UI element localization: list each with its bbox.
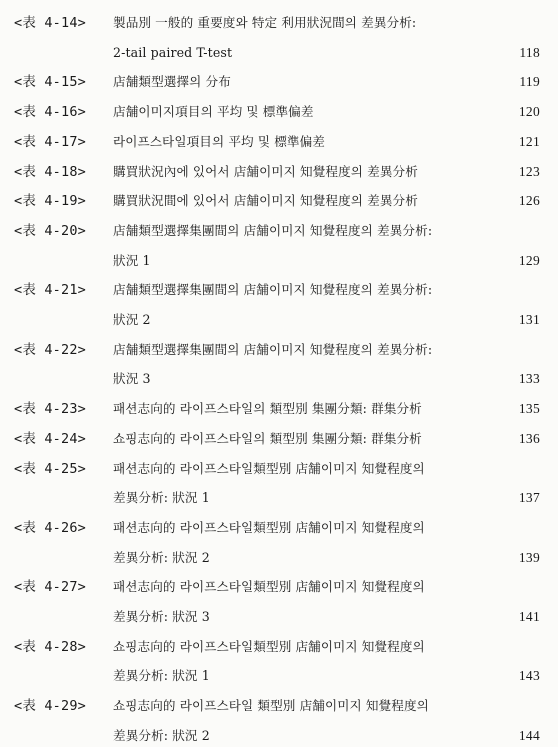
table-title: 패션志向的 라이프스타일類型別 店舗이미지 知覺程度의 [113, 460, 425, 476]
toc-entry-continuation [0, 309, 558, 331]
table-title: 라이프스타일項目의 平均 및 標準偏差 [113, 133, 325, 149]
toc-entry [0, 517, 558, 539]
dot-leader [422, 190, 515, 212]
table-label: <表 4-23> [14, 401, 86, 418]
table-label: <表 4-25> [14, 460, 86, 477]
table-label: <表 4-22> [14, 341, 86, 358]
table-title: 패션志向的 라이프스타일類型別 店舗이미지 知覺程度의 [113, 519, 425, 535]
page-number: 139 [518, 549, 540, 565]
page-number: 135 [518, 401, 540, 417]
toc-entry [0, 695, 558, 717]
table-label: <表 4-27> [14, 579, 86, 596]
table-title: 店舗類型選擇의 分布 [113, 74, 231, 90]
dot-leader [214, 547, 515, 569]
table-label: <表 4-20> [14, 222, 86, 239]
table-title: 店舗類型選擇集團間의 店舗이미지 知覺程度의 差異分析: [113, 341, 433, 357]
dot-leader [214, 665, 515, 687]
toc-entry [0, 131, 558, 153]
toc-entry-continuation [0, 250, 558, 272]
table-label: <表 4-14> [14, 15, 86, 31]
dot-leader [214, 606, 515, 628]
dot-leader [426, 428, 515, 450]
table-title: 패션志向的 라이프스타일의 類型別 集團分類: 群集分析 [113, 401, 422, 417]
table-title: 狀況 2 [113, 312, 151, 327]
dot-leader [155, 309, 515, 331]
table-label: <表 4-28> [14, 638, 86, 655]
toc-entry [0, 190, 558, 212]
page-number: 120 [518, 104, 540, 120]
toc-entry [0, 220, 558, 242]
toc-entry [0, 71, 558, 93]
toc-entry [0, 458, 558, 480]
toc-entry [0, 279, 558, 301]
page-number: 121 [518, 133, 540, 149]
table-title: 店舗類型選擇集團間의 店舗이미지 知覺程度의 差異分析: [113, 282, 433, 298]
page-number: 131 [518, 312, 540, 327]
toc-entry-continuation [0, 487, 558, 509]
table-label: <表 4-26> [14, 519, 86, 536]
table-title: 店舗類型選擇集團間의 店舗이미지 知覺程度의 差異分析: [113, 222, 433, 238]
dot-leader [426, 398, 515, 420]
page-number: 137 [518, 490, 540, 506]
toc-entry-continuation [0, 606, 558, 628]
toc-entry [0, 636, 558, 658]
toc-entry [0, 576, 558, 598]
dot-leader [214, 725, 515, 747]
table-title: 差異分析: 狀況 1 [113, 490, 210, 506]
table-label: <表 4-21> [14, 282, 86, 299]
table-title: 差異分析: 狀況 2 [113, 727, 210, 743]
table-title: 狀況 1 [113, 252, 151, 268]
toc-entry [0, 12, 558, 34]
toc-entry [0, 161, 558, 183]
table-label: <表 4-15> [14, 74, 86, 91]
page-number: 123 [518, 163, 540, 179]
dot-leader [318, 101, 515, 123]
page-number: 141 [518, 609, 540, 624]
table-title: 製品別 一般的 重要度와 特定 利用狀況間의 差異分析: [113, 15, 417, 30]
toc-entry [0, 339, 558, 361]
table-label: <表 4-19> [14, 193, 86, 210]
table-title: 差異分析: 狀況 3 [113, 609, 210, 624]
dot-leader [155, 250, 515, 272]
page-number: 126 [518, 193, 540, 209]
dot-leader [329, 131, 515, 153]
page-number: 143 [518, 668, 540, 684]
page-number: 129 [518, 252, 540, 268]
toc-entry-continuation [0, 665, 558, 687]
dot-leader [422, 161, 515, 183]
page-number: 144 [518, 727, 540, 743]
table-title: 2-tail paired T-test [113, 44, 233, 60]
toc-entry [0, 398, 558, 420]
toc-entry-continuation [0, 368, 558, 390]
table-title: 購買狀況內에 있어서 店舗이미지 知覺程度의 差異分析 [113, 163, 418, 179]
page-number: 118 [519, 44, 540, 60]
dot-leader [235, 71, 515, 93]
page-number: 133 [518, 371, 540, 387]
table-title: 購買狀況間에 있어서 店舗이미지 知覺程度의 差異分析 [113, 193, 418, 209]
table-title: 쇼핑志向的 라이프스타일類型別 店舗이미지 知覺程度의 [113, 638, 425, 654]
page-number: 136 [518, 430, 540, 446]
toc-entry [0, 428, 558, 450]
table-label: <表 4-29> [14, 698, 86, 715]
table-title: 店舗이미지項目의 平均 및 標準偏差 [113, 104, 314, 120]
table-label: <表 4-17> [14, 133, 86, 150]
toc-entry-continuation [0, 725, 558, 747]
dot-leader [155, 368, 515, 390]
toc-entry-continuation [0, 42, 558, 64]
table-title: 狀況 3 [113, 371, 151, 387]
table-title: 쇼핑志向的 라이프스타일 類型別 店舗이미지 知覺程度의 [113, 698, 429, 714]
table-title: 差異分析: 狀況 1 [113, 668, 210, 684]
table-label: <表 4-18> [14, 163, 86, 180]
toc-entry-continuation [0, 547, 558, 569]
table-title: 패션志向的 라이프스타일類型別 店舗이미지 知覺程度의 [113, 579, 425, 595]
page-number: 119 [519, 74, 540, 90]
table-label: <表 4-16> [14, 104, 86, 121]
dot-leader [214, 487, 515, 509]
table-title: 쇼핑志向的 라이프스타일의 類型別 集團分類: 群集分析 [113, 430, 422, 446]
table-label: <表 4-24> [14, 430, 86, 447]
toc-entry [0, 101, 558, 123]
dot-leader [236, 42, 515, 64]
table-title: 差異分析: 狀況 2 [113, 549, 210, 565]
